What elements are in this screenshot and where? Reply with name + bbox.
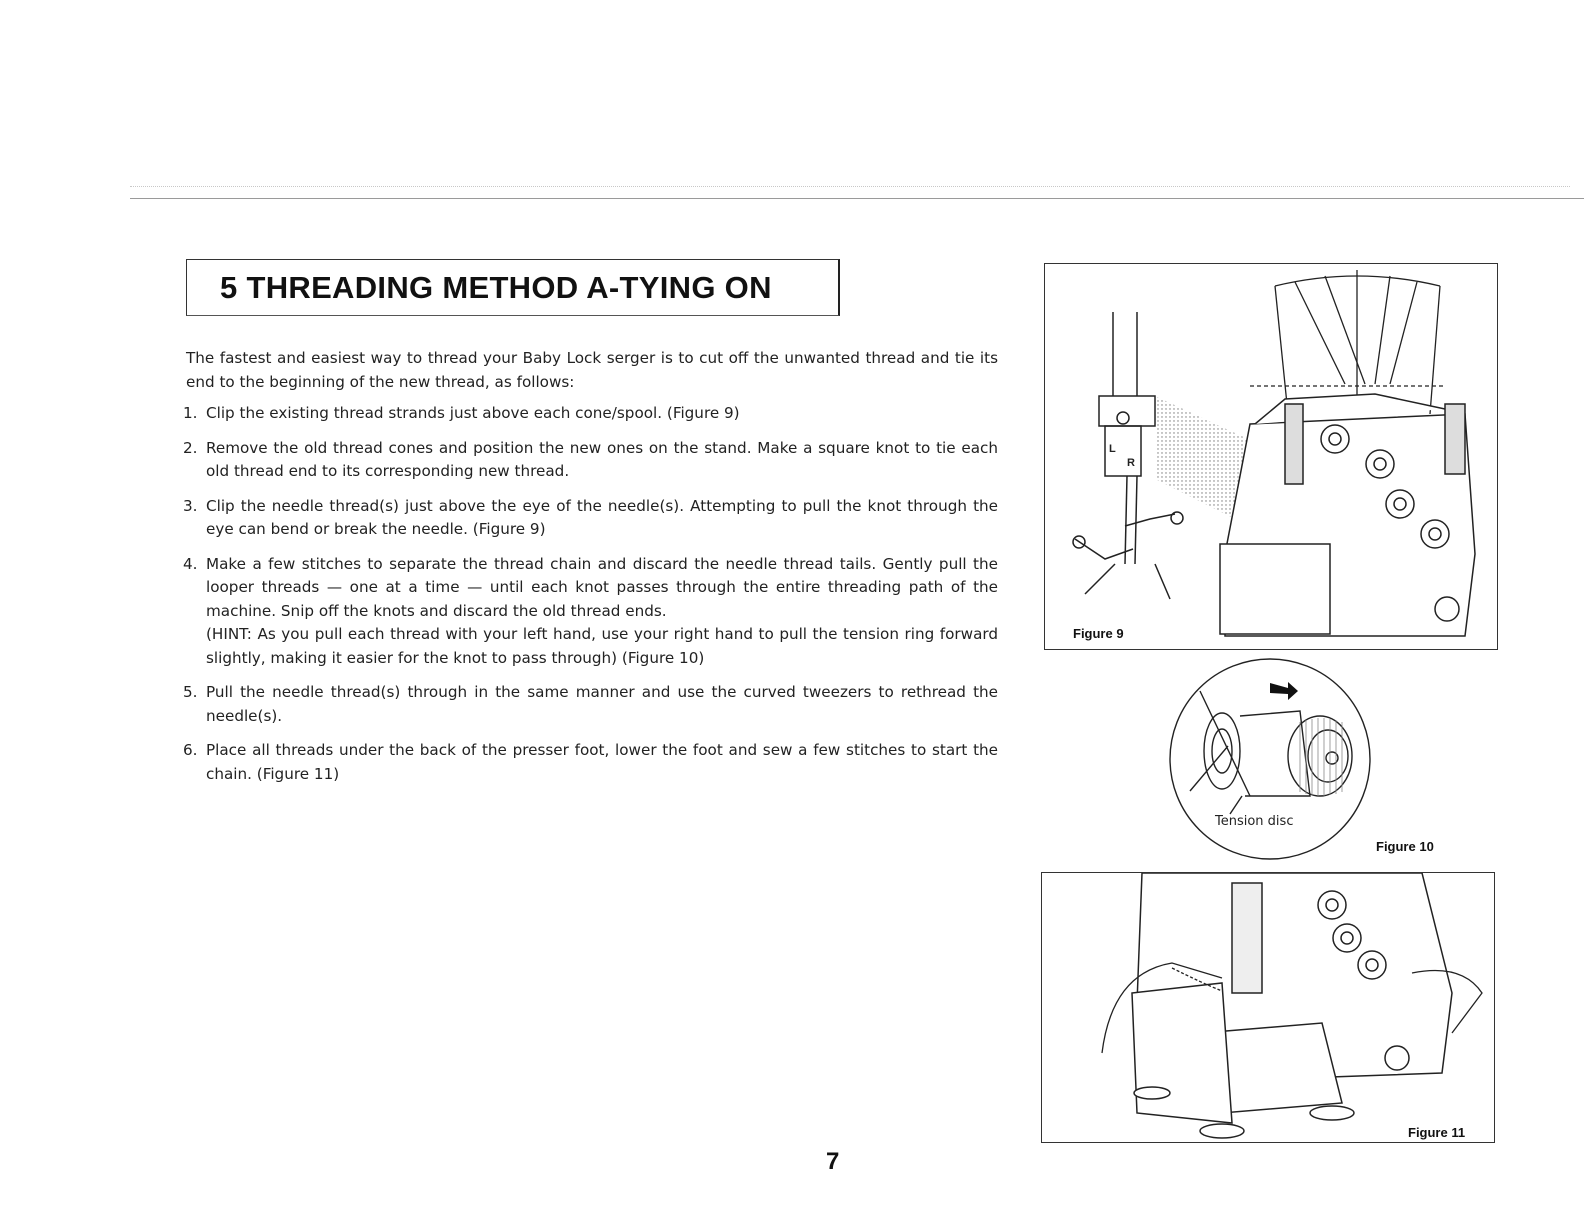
- instructions-body: [183, 347, 998, 797]
- steps-list: [183, 402, 998, 786]
- step-number: 1.: [183, 404, 198, 422]
- section-title-box: [186, 259, 840, 316]
- step-number: 3.: [183, 496, 198, 515]
- needle-letter-r: [1127, 457, 1135, 469]
- serger-threading-drawing: [1045, 264, 1497, 649]
- step-item: [183, 495, 998, 542]
- section-title: 5 THREADING METHOD A-TYING ON: [220, 270, 772, 305]
- page-number: 7: [826, 1148, 840, 1175]
- figure-10-caption: Figure 10: [1376, 839, 1434, 854]
- step-number: 6.: [183, 741, 198, 759]
- step-item: [183, 553, 998, 671]
- figure-11-caption: Figure 11: [1408, 1125, 1466, 1140]
- step-text: Clip the needle thread(s) just above the eye of the needle(s). Attempting to pull the knot through the eye can bend or break the needle. (Figure 9): [206, 496, 998, 538]
- step-text: Clip the existing thread strands just above each cone/spool. (Figure 9): [206, 404, 740, 422]
- step-item: [183, 437, 998, 484]
- tension-disc-drawing: [1160, 656, 1460, 866]
- figure-11-start-chain: [1041, 872, 1495, 1143]
- figure-9-caption: Figure 9: [1073, 626, 1124, 641]
- svg-text:L: L: [1109, 443, 1116, 455]
- svg-text:R: R: [1127, 457, 1135, 469]
- needle-letter-l: [1109, 443, 1116, 455]
- step-text: Place all threads under the back of the presser foot, lower the foot and sew a few stitches to start the chain. (Figure 11): [206, 741, 998, 783]
- figure-9-serger-illustration: [1044, 263, 1498, 650]
- step-hint: (HINT: As you pull each thread with your left hand, use your right hand to pull the tension ring forward slightly, making it easier for the knot to pass through) (Figure 10): [206, 625, 998, 667]
- step-item: [183, 681, 998, 728]
- header-rule: [130, 198, 1584, 199]
- header-dotted-rule: [130, 186, 1570, 187]
- tension-disc-label: Tension disc: [1215, 814, 1294, 829]
- step-number: 2.: [183, 438, 198, 457]
- step-item: [183, 739, 998, 786]
- step-number: 4.: [183, 554, 198, 573]
- intro-paragraph: The fastest and easiest way to thread your Baby Lock serger is to cut off the unwanted thread and tie its end to the beginning of the new thread, as follows:: [186, 349, 998, 391]
- figure-10-tension-disc: [1160, 656, 1460, 866]
- step-text: Remove the old thread cones and position the new ones on the stand. Make a square knot to tie each old thread end to its corresponding new thread.: [206, 438, 998, 480]
- step-text: Pull the needle thread(s) through in the same manner and use the curved tweezers to rethread the needle(s).: [206, 683, 998, 725]
- step-number: 5.: [183, 683, 198, 701]
- step-text: Make a few stitches to separate the thread chain and discard the needle thread tails. Gently pull the looper threads — one at a time — until each knot passes through the entire threading path of the machine. Snip off the knots and discard the old thread ends.: [206, 554, 998, 620]
- step-item: [183, 402, 998, 426]
- sewing-start-drawing: [1042, 873, 1494, 1142]
